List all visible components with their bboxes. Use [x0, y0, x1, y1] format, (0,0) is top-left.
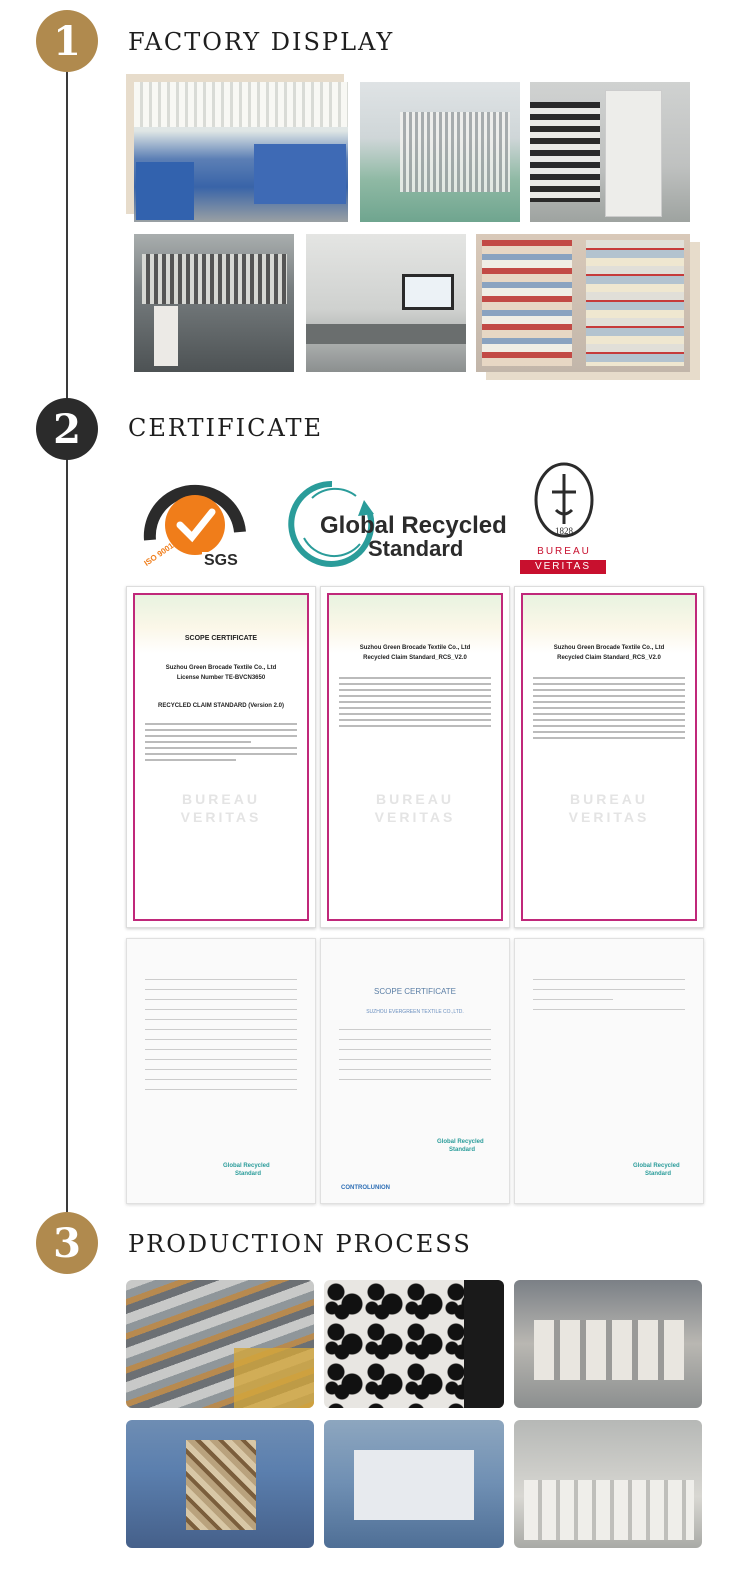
grs-mini-logo-text: Standard	[645, 1171, 672, 1177]
bv-line2: VERITAS	[520, 560, 606, 574]
grs-mini-logo-text: Global Recycled	[633, 1163, 680, 1169]
certificate-scope-page-3	[514, 586, 704, 928]
cert-appendix-standard: Recycled Claim Standard_RCS_V2.0	[557, 655, 661, 661]
section-number: 2	[53, 405, 81, 453]
factory-photo-warehouse-hall	[360, 82, 520, 222]
cert-standard: RECYCLED CLAIM STANDARD (Version 2.0)	[158, 703, 284, 709]
factory-photo-spinning-machine	[134, 82, 348, 222]
grs-mini-logo-text: Global Recycled	[437, 1139, 484, 1145]
factory-photo-yarn-machine	[134, 234, 294, 372]
certificate-scope-page-2	[320, 586, 510, 928]
section-title-certificate: CERTIFICATE	[128, 414, 324, 442]
cert-company: Suzhou Green Brocade Textile Co., Ltd	[165, 665, 277, 671]
cert-watermark: BUREAU	[376, 791, 454, 807]
section-title-factory-display: FACTORY DISPLAY	[128, 28, 395, 56]
cert-watermark: VERITAS	[568, 809, 650, 825]
cu-footer-brand: CONTROLUNION	[341, 1185, 390, 1191]
cert-title: SCOPE CERTIFICATE	[184, 635, 258, 642]
production-photo-printing-line	[126, 1420, 314, 1548]
timeline-line	[66, 40, 68, 1250]
factory-photo-inspection-machine	[306, 234, 466, 372]
production-photo-workshop-floor	[514, 1280, 702, 1408]
factory-photo-winding-machine	[530, 82, 690, 222]
certificate-control-union-page-3	[514, 938, 704, 1204]
sgs-ring-text: SYSTEM CERTIFICATION	[152, 478, 238, 485]
grs-mini-logo-text: Standard	[449, 1147, 476, 1153]
cert-appendix-company: Suzhou Green Brocade Textile Co., Ltd	[553, 645, 665, 651]
section-number: 3	[53, 1219, 81, 1267]
factory-photo-fabric-storage	[476, 234, 690, 372]
production-photo-fabric-warehouse	[514, 1420, 702, 1548]
section-number-badge-3	[36, 1212, 98, 1274]
cert-license: License Number TE-BVCN3650	[176, 675, 266, 681]
bureau-veritas-logo	[518, 462, 610, 576]
grs-line2: Standard	[368, 536, 464, 561]
sgs-iso-text: ISO 9001	[142, 541, 176, 568]
section-number: 1	[53, 17, 81, 65]
cert-appendix-standard: Recycled Claim Standard_RCS_V2.0	[363, 655, 467, 661]
certificate-control-union-page-2	[320, 938, 510, 1204]
bv-line1: BUREAU	[537, 546, 591, 557]
cert-watermark: VERITAS	[180, 809, 262, 825]
section-number-badge-2	[36, 398, 98, 460]
cert-watermark: BUREAU	[182, 791, 260, 807]
cert-watermark: BUREAU	[570, 791, 648, 807]
cu-company: SUZHOU EVERGREEN TEXTILE CO.,LTD.	[366, 1009, 464, 1015]
sgs-iso9001-logo	[140, 470, 250, 580]
production-photo-printed-fabric	[324, 1280, 504, 1408]
sgs-name-text: SGS	[204, 552, 238, 569]
section-number-badge-1	[36, 10, 98, 72]
grs-mini-logo-text: Global Recycled	[223, 1163, 270, 1169]
cert-appendix-company: Suzhou Green Brocade Textile Co., Ltd	[359, 645, 471, 651]
section-title-production-process: PRODUCTION PROCESS	[128, 1230, 472, 1258]
bv-year: 1828	[555, 526, 573, 536]
grs-mini-logo-text: Standard	[235, 1171, 262, 1177]
production-photo-dyeing-machine	[324, 1420, 504, 1548]
grs-line1: Global Recycled	[320, 512, 507, 539]
certificate-control-union-page-1	[126, 938, 316, 1204]
global-recycled-standard-logo	[282, 478, 507, 568]
production-photo-fabric-rolls	[126, 1280, 314, 1408]
certificate-scope-page-1	[126, 586, 316, 928]
cert-watermark: VERITAS	[374, 809, 456, 825]
cu-scope-title: SCOPE CERTIFICATE	[374, 987, 456, 996]
